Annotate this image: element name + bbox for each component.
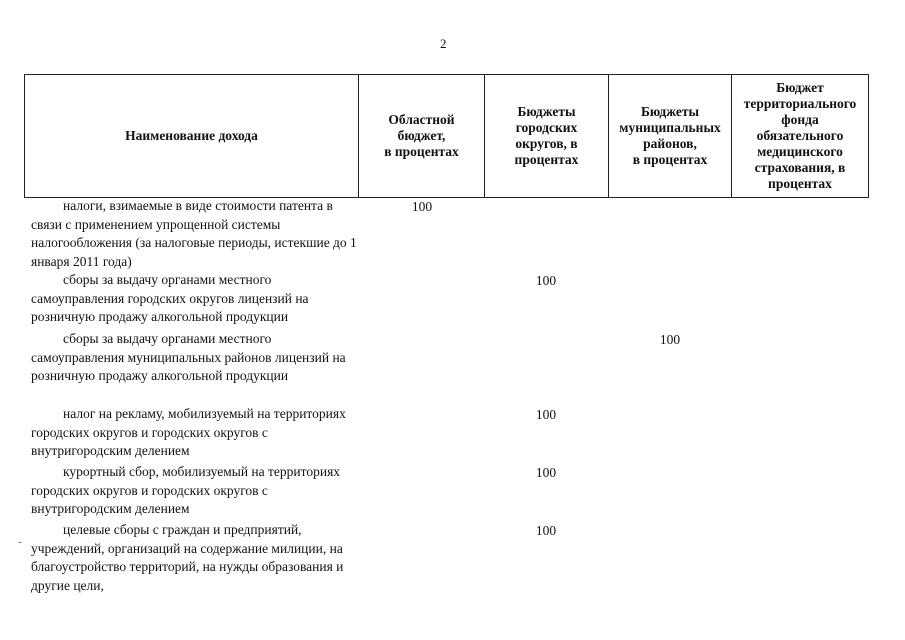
row-regional: 100 (411, 199, 433, 214)
row-name: курортный сбор, мобилизуемый на территориях городских округов и городских округов с внутригородским делением (31, 464, 341, 516)
row-name: целевые сборы с граждан и предприятий, учреждений, организаций на содержание милиции, на благоустройство территорий, на нужды образования и другие цели, (31, 522, 344, 593)
scan-speck: ˘ (18, 540, 22, 552)
header-right-border (868, 74, 869, 198)
row-name: налоги, взимаемые в виде стоимости патента в связи с применением упрощенной системы налогообложения (за налоговые периоды, истекшие до 1 января 2011 года) (31, 198, 357, 269)
row-city: 100 (535, 407, 557, 422)
row-name: сборы за выдачу органами местного самоуправления муниципальных районов лицензий на розничную продажу алкогольной продукции (31, 331, 346, 383)
row-city: 100 (535, 465, 557, 480)
row-city: 100 (535, 273, 557, 288)
header-city: Бюджеты городских округов, в процентах (514, 104, 579, 167)
row-municipal: 100 (659, 332, 681, 347)
row-name: сборы за выдачу органами местного самоуправления городских округов лицензий на розничную продажу алкогольной продукции (31, 272, 309, 324)
header-fund: Бюджет территориального фонда обязательного медицинского страхования, в процентах (743, 80, 857, 191)
header-name: Наименование дохода (125, 128, 258, 143)
row-city: 100 (535, 523, 557, 538)
table-header (24, 74, 869, 198)
header-municipal: Бюджеты муниципальных районов, в процентах (619, 104, 721, 167)
page-number: 2 (440, 36, 447, 51)
header-regional: Областной бюджет, в процентах (384, 112, 459, 159)
row-name: налог на рекламу, мобилизуемый на территориях городских округов и городских округов с внутригородским делением (31, 406, 346, 458)
